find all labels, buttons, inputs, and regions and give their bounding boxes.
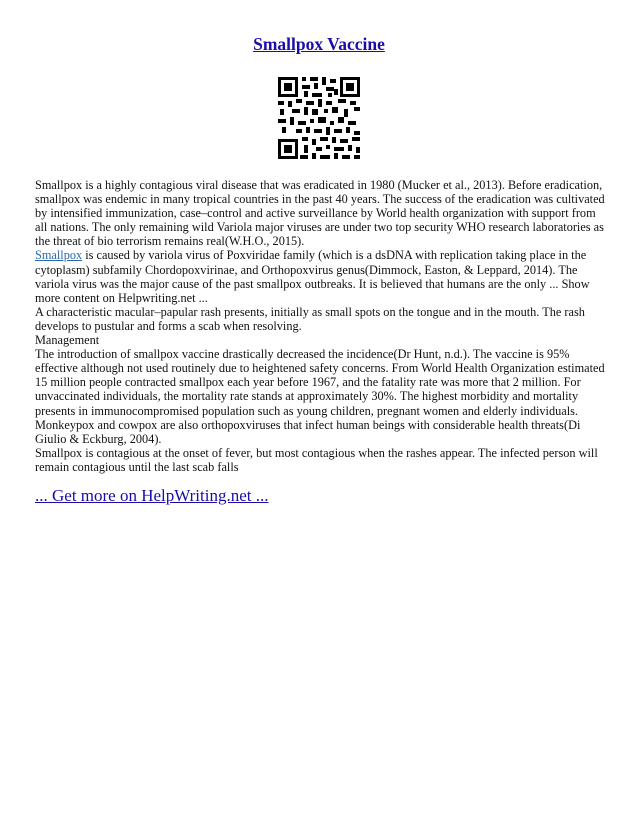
- paragraph-vaccine: The introduction of smallpox vaccine drastically decreased the incidence(Dr Hunt, n.d.). The vaccine is 95% effective although not used routinely due to heightened safety concerns. From World Health Organization estimated 15 million people contracted smallpox each year before 1967, and the fatality rate was more that 2 million. For unvaccinated individuals, the mortality rate stands at approximately 30%. The highest morbidity and mortality presents in immunocompromised population such as young children, pregnant women and elderly individuals.: [35, 347, 605, 418]
- get-more-link[interactable]: ... Get more on HelpWriting.net ...: [35, 486, 269, 505]
- document-title-link[interactable]: Smallpox Vaccine: [253, 34, 385, 54]
- smallpox-link[interactable]: Smallpox: [35, 248, 83, 263]
- qr-code-icon: [278, 77, 360, 159]
- section-heading-management: Management: [35, 333, 100, 348]
- paragraph-rash: A characteristic macular–papular rash presents, initially as small spots on the tongue and in the mouth. The rash develops to pustular and forms a scab when resolving.: [35, 304, 585, 333]
- article-body: [35, 178, 605, 474]
- paragraph-contagious: Smallpox is contagious at the onset of fever, but most contagious when the rashes appear. The infected person will remain contagious until the last scab falls: [35, 445, 598, 474]
- paragraph-intro: Smallpox is a highly contagious viral disease that was eradicated in 1980 (Mucker et al., 2013). Before eradication, smallpox was endemic in many tropical countries in the past 40 years. The success of the eradication was cultivated by intensified immunization, case–control and active surveillance by World health organization with support from all nations. The only remaining wild Variola major viruses are under two top security WHO research laboratories as the threat of bio terrorism remains real(W.H.O., 2015).: [35, 178, 605, 249]
- paragraph-cause: [35, 248, 605, 304]
- paragraph-orthopoxviruses: Monkeypox and cowpox are also orthopoxviruses that infect human beings with considerable health threats(Di Giulio & Eckburg, 2004).: [35, 417, 581, 446]
- paragraph-cause-text: is caused by variola virus of Poxviridae family (which is a dsDNA with replication taking place in the cytoplasm) subfamily Chordopoxvirinae, and Orthopoxvirus genus(Dimmock, Easton, & Leppard, 2014). The variola virus was the major cause of the past smallpox outbreaks. It is believed that humans are the only ... Show more content on Helpwriting.net ...: [35, 248, 590, 305]
